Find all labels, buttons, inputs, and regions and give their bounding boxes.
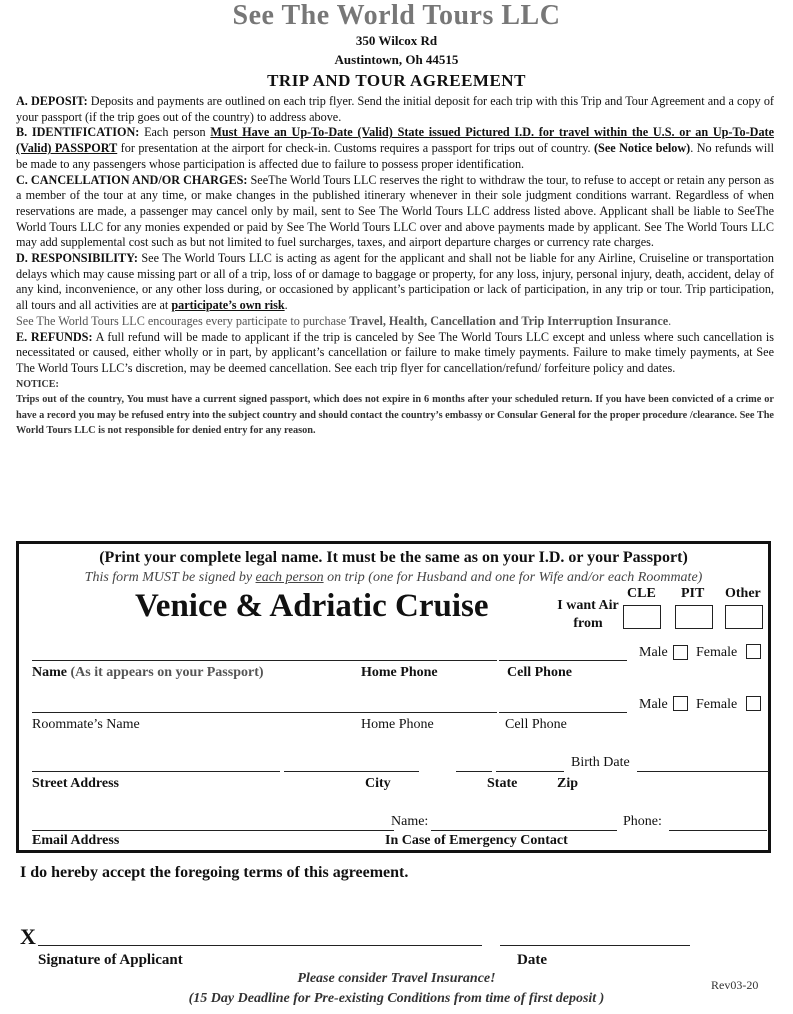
roommate-cell-phone-line[interactable] bbox=[499, 712, 627, 713]
identification-heading: B. IDENTIFICATION: bbox=[16, 125, 140, 140]
email-label: Email Address bbox=[32, 833, 120, 848]
male-label: Male bbox=[639, 645, 668, 660]
name-line[interactable] bbox=[32, 660, 359, 661]
responsibility-heading: D. RESPONSIBILITY: bbox=[16, 251, 138, 266]
cancellation-clause bbox=[16, 173, 774, 252]
signing-instruction-each-person: each person bbox=[255, 570, 324, 585]
city-label: City bbox=[365, 776, 391, 791]
male-checkbox[interactable] bbox=[673, 645, 688, 660]
emergency-phone-label: Phone: bbox=[623, 814, 662, 829]
signing-instruction-pre: This form MUST be signed by bbox=[84, 570, 253, 585]
date-line[interactable] bbox=[500, 945, 690, 946]
refunds-text: A full refund will be made to applicant if the trip is canceled by See The World Tours LLC except and unless where such cancellation is necessitated or caused, either wholly or in part, by applicant’s cancellation or failure to make timely payments. Failure to make timely payments, at See The World Tours LLC’s discretion, may be deemed cancellation. See each trip flyer for cancellation/refund/ forfeiture policy and dates. bbox=[16, 329, 775, 375]
birth-date-label: Birth Date bbox=[571, 755, 630, 770]
signature-x-mark: X bbox=[20, 924, 36, 949]
identification-requirement: Must Have an Up-To-Date (Valid) State issued Pictured I.D. for travel within the U.S. or an Up-To-Date (Valid) PASSPORT bbox=[16, 125, 775, 156]
roommate-male-checkbox[interactable] bbox=[673, 696, 688, 711]
air-option-other-box[interactable] bbox=[725, 605, 763, 629]
roommate-name-label: Roommate’s Name bbox=[32, 717, 140, 732]
identification-text-2: for presentation at the airport for check-in. Customs requires a passport for trips out of country. bbox=[120, 141, 591, 156]
deposit-heading: A. DEPOSIT: bbox=[16, 94, 88, 108]
female-label: Female bbox=[696, 645, 738, 660]
state-line[interactable] bbox=[456, 771, 492, 772]
air-option-cle-box[interactable] bbox=[623, 605, 661, 629]
acceptance-statement: I do hereby accept the foregoing terms of this agreement. bbox=[20, 864, 409, 881]
birth-date-line[interactable] bbox=[637, 771, 769, 772]
identification-text-3: . No refunds will be made to any passengers whose participation is affected due to failure to possess proper identification. bbox=[16, 141, 775, 171]
print-name-instruction: (Print your complete legal name. It must be the same as on your I.D. or your Passport) bbox=[99, 549, 688, 566]
zip-label: Zip bbox=[557, 776, 579, 791]
emergency-name-label: Name: bbox=[391, 814, 429, 829]
street-address-label: Street Address bbox=[32, 776, 119, 791]
city-line[interactable] bbox=[284, 771, 419, 772]
company-name: See The World Tours LLC bbox=[232, 0, 561, 31]
signature-line[interactable] bbox=[38, 945, 482, 946]
company-city: Austintown, Oh 44515 bbox=[334, 52, 459, 67]
home-phone-label: Home Phone bbox=[361, 665, 438, 680]
street-address-line[interactable] bbox=[32, 771, 280, 772]
notice-heading: NOTICE: bbox=[16, 378, 59, 390]
deposit-clause bbox=[16, 94, 774, 125]
cell-phone-label: Cell Phone bbox=[507, 665, 572, 680]
air-option-cle-label: CLE bbox=[627, 586, 656, 601]
refunds-heading: E. REFUNDS: bbox=[16, 329, 93, 344]
terms-section bbox=[16, 94, 774, 439]
document-title: TRIP AND TOUR AGREEMENT bbox=[267, 71, 526, 90]
roommate-home-phone-label: Home Phone bbox=[361, 717, 434, 732]
air-option-other-label: Other bbox=[725, 586, 761, 601]
insurance-note: Please consider Travel Insurance! bbox=[297, 971, 496, 986]
home-phone-line[interactable] bbox=[357, 660, 497, 661]
name-label-bold: Name bbox=[32, 665, 67, 680]
emergency-phone-line[interactable] bbox=[669, 830, 767, 831]
responsibility-end: . bbox=[284, 298, 288, 313]
insurance-clause bbox=[16, 314, 774, 330]
responsibility-clause bbox=[16, 251, 774, 314]
air-from-label: I want Air from bbox=[557, 598, 619, 631]
cancellation-text: SeeThe World Tours LLC reserves the right to withdraw the tour, to refuse to accept or retain any person as a member of the tour at any time, or make changes in the published itinerary whenever in their sole judgment conditions warrant. Regardless of when reservations are made, a passenger may cancel only by mail, sent to See The World Tours LLC address listed above. Applicant shall be liable to SeeThe World Tours LLC for any monies expended or paid by See The World Tours LLC over and above payments made by applicant. See The World Tours LLC may add supplemental cost such as but not limited to fuel surcharges, taxes, and airport departure charges or currency rate charges. bbox=[16, 172, 775, 250]
zip-line[interactable] bbox=[496, 771, 564, 772]
roommate-cell-phone-label: Cell Phone bbox=[505, 717, 567, 732]
signing-instruction-post: on trip (one for Husband and one for Wife and/or each Roommate) bbox=[327, 570, 703, 585]
responsibility-text: See The World Tours LLC is acting as agent for the applicant and shall not be liable for any Airline, Cruiseline or transportation delays which may cause missing part or all of a trip, loss of or damage to baggage or property, for any loss, injury, personal injury, death, accident, delay of any kind, inconvenience, or any other loss during, or occasioned by applicant’s participation or lack of participation, in any trip or tour. Trip participation, all tours and all activities are at bbox=[16, 251, 774, 313]
deposit-text: Deposits and payments are outlined on each trip flyer. Send the initial deposit for each trip with this Trip and Tour Agreement and a copy of your passport (if the trip goes out of the country) to address above. bbox=[16, 94, 774, 124]
email-line[interactable] bbox=[32, 830, 394, 831]
state-label: State bbox=[487, 776, 518, 791]
responsibility-risk: participate’s own risk bbox=[171, 298, 285, 313]
identification-clause bbox=[16, 125, 774, 172]
insurance-text: See The World Tours LLC encourages every participate to purchase bbox=[16, 313, 347, 328]
registration-form bbox=[16, 541, 771, 853]
air-option-pit-label: PIT bbox=[681, 586, 705, 601]
date-label: Date bbox=[517, 952, 547, 968]
air-option-pit-box[interactable] bbox=[675, 605, 713, 629]
signature-label: Signature of Applicant bbox=[38, 952, 183, 968]
trip-name: Venice & Adriatic Cruise bbox=[135, 588, 489, 624]
signing-instruction bbox=[19, 570, 768, 586]
insurance-end: . bbox=[668, 313, 672, 328]
roommate-female-checkbox[interactable] bbox=[746, 696, 761, 711]
name-label-note: (As it appears on your Passport) bbox=[70, 665, 264, 680]
deadline-note: (15 Day Deadline for Pre-existing Conditions from time of first deposit ) bbox=[188, 991, 605, 1006]
cell-phone-line[interactable] bbox=[499, 660, 627, 661]
insurance-types: Travel, Health, Cancellation and Trip Interruption Insurance bbox=[349, 313, 669, 328]
emergency-name-line[interactable] bbox=[431, 830, 617, 831]
identification-notice-ref: (See Notice below) bbox=[594, 141, 691, 156]
notice-text: Trips out of the country, You must have a current signed passport, which does not expire in 6 months after your scheduled return. If you have been convicted of a crime or have a record you may be refused entry into the subject country and should contact the country’s embassy or Consular General for the proper procedure /clearance. See The World Tours LLC is not responsible for denied entry for any reason. bbox=[16, 394, 774, 437]
roommate-home-phone-line[interactable] bbox=[357, 712, 497, 713]
name-label bbox=[32, 665, 264, 681]
roommate-female-label: Female bbox=[696, 697, 738, 712]
roommate-name-line[interactable] bbox=[32, 712, 359, 713]
female-checkbox[interactable] bbox=[746, 644, 761, 659]
roommate-male-label: Male bbox=[639, 697, 668, 712]
cancellation-heading: C. CANCELLATION AND/OR CHARGES: bbox=[16, 172, 248, 187]
refunds-clause bbox=[16, 330, 774, 377]
emergency-contact-label: In Case of Emergency Contact bbox=[385, 833, 568, 848]
identification-text-1: Each person bbox=[144, 125, 206, 140]
company-street: 350 Wilcox Rd bbox=[355, 33, 438, 48]
revision-code: Rev03-20 bbox=[711, 978, 759, 992]
